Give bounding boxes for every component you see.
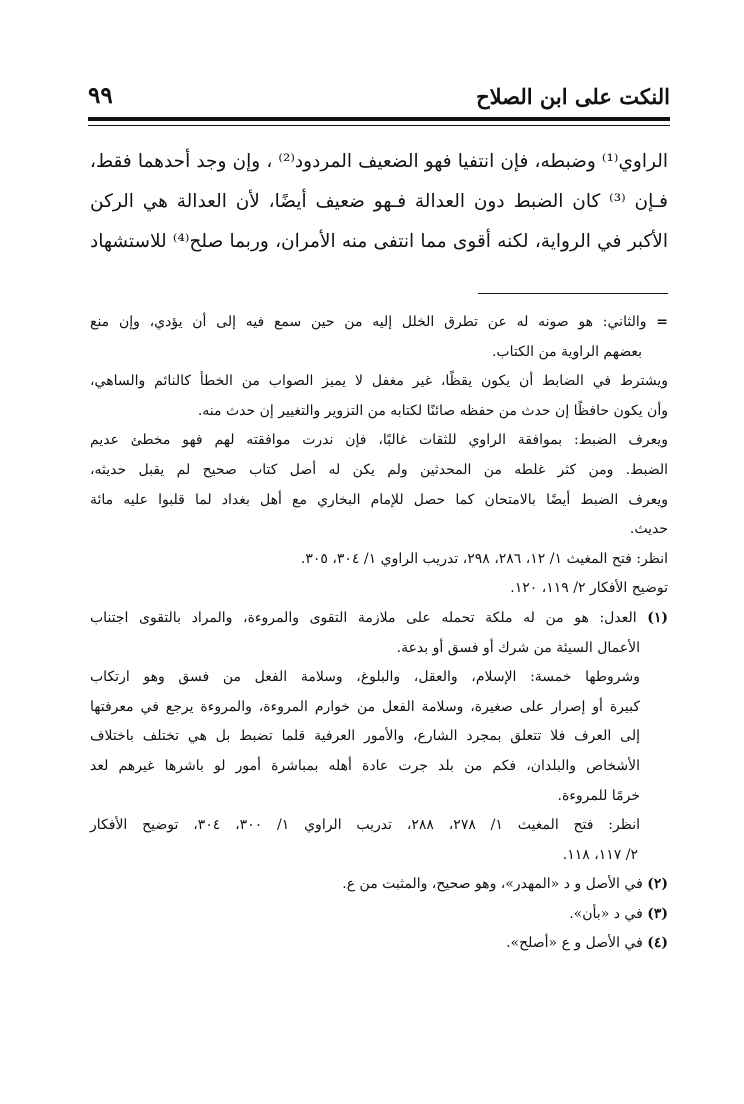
footnote-line: الأشخاص والبلدان، فكم من بلد جرت عادة أهله بمباشرة أمور لو باشرها غيرهم لعد: [90, 757, 640, 774]
page-number: ٩٩: [88, 82, 113, 109]
footnote-line: خرمًا للمروءة.: [557, 787, 640, 804]
running-title: النكت على ابن الصلاح: [476, 84, 670, 109]
footnote-line: وشروطها خمسة: الإسلام، والعقل، والبلوغ، وسلامة الفعل من فسق وهو ارتكاب: [90, 669, 640, 686]
footnote-line: ويعرف الضبط أيضًا بالامتحان كما حصل للإمام البخاري مع أهل بغداد لما قلبوا عليه مائة: [90, 491, 668, 508]
footnote-line: انظر: فتح المغيث ١/ ٢٧٨، ٢٨٨، تدريب الراوي ١/ ٣٠٠، ٣٠٤، توضيح الأفكار: [90, 817, 641, 834]
footnote-marker-3: (٣): [647, 905, 668, 922]
footnote-line: الضبط. ومن كثر غلطه من المحدثين ولم يكن له أصل كتاب صحيح لم يقبل حديثه،: [90, 461, 668, 478]
continuation-marker: =: [656, 314, 669, 330]
footnotes: [90, 308, 668, 959]
footnote-line: (٢) في الأصل و د «المهدر»، وهو صحيح، والمثبت من ع.: [342, 876, 668, 893]
main-text-line: الأكبر في الرواية، لكنه أقوى مما انتفى منه الأمران، وربما صلح⁽⁴⁾ للاستشهاد: [90, 231, 668, 252]
footnote-line: = والثاني: هو صونه له عن تطرق الخلل إليه من حين سمع فيه إلى أن يؤدي، وإن منع: [90, 314, 669, 330]
main-text-line: فـإن ⁽³⁾ كان الضبط دون العدالة فـهو ضعيف أيضًا، لأن العدالة هي الركن: [90, 191, 668, 212]
footnote-line: ويعرف الضبط: بموافقة الراوي للثقات غالبًا، فإن ندرت موافقته لهم فهو مخطئ عديم: [90, 432, 668, 449]
footnote-line: وأن يكون حافظًا إن حدث من حفظه صائنًا لكتابه من التزوير والتغيير إن حدث منه.: [197, 402, 668, 419]
footnote-line: توضيح الأفكار ٢/ ١١٩، ١٢٠.: [510, 580, 668, 597]
main-text: [90, 142, 668, 262]
footnote-marker-4: (٤): [647, 935, 668, 952]
footnote-line: انظر: فتح المغيث ١/ ١٢، ٢٨٦، ٢٩٨، تدريب الراوي ١/ ٣٠٤، ٣٠٥.: [300, 550, 668, 567]
footnote-line: كبيرة أو إصرار على صغيرة، وسلامة الفعل من خوارم المروءة، والمروءة يرجع في معرفتها: [90, 698, 640, 715]
footnote-line: بعضهم الراوية من الكتاب.: [491, 343, 642, 360]
footnote-separator: [478, 293, 668, 294]
footnote-line: (٣) في د «بأن».: [569, 905, 668, 922]
main-text-line: الراوي⁽¹⁾ وضبطه، فإن انتفيا فهو الضعيف المردود⁽²⁾ ، وإن وجد أحدهما فقط،: [90, 151, 668, 172]
footnote-line: إلى العرف فلا تتعلق بمجرد الشارع، والأمور العرفية قلما تضبط بل هي تختلف باختلاف: [90, 728, 640, 745]
footnote-line: حديث.: [629, 521, 668, 538]
footnote-line: ٢/ ١١٧، ١١٨.: [562, 846, 638, 863]
page-header: [88, 84, 670, 114]
footnote-line: (١) العدل: هو من له ملكة تحمله على ملازمة التقوى والمروءة، والمراد بالتقوى اجتناب: [90, 609, 668, 626]
footnote-marker-2: (٢): [647, 876, 668, 893]
footnote-line: ويشترط في الضابط أن يكون يقظًا، غير مغفل لا يميز الصواب من الخطأ كالنائم والساهي،: [90, 373, 668, 390]
footnote-line: (٤) في الأصل و ع «أصلح».: [506, 935, 668, 952]
header-rule-thin: [88, 125, 670, 126]
header-rule-thick: [88, 117, 670, 121]
footnote-line: الأعمال السيئة من شرك أو فسق أو بدعة.: [396, 639, 640, 656]
footnote-marker-1: (١): [647, 609, 668, 626]
